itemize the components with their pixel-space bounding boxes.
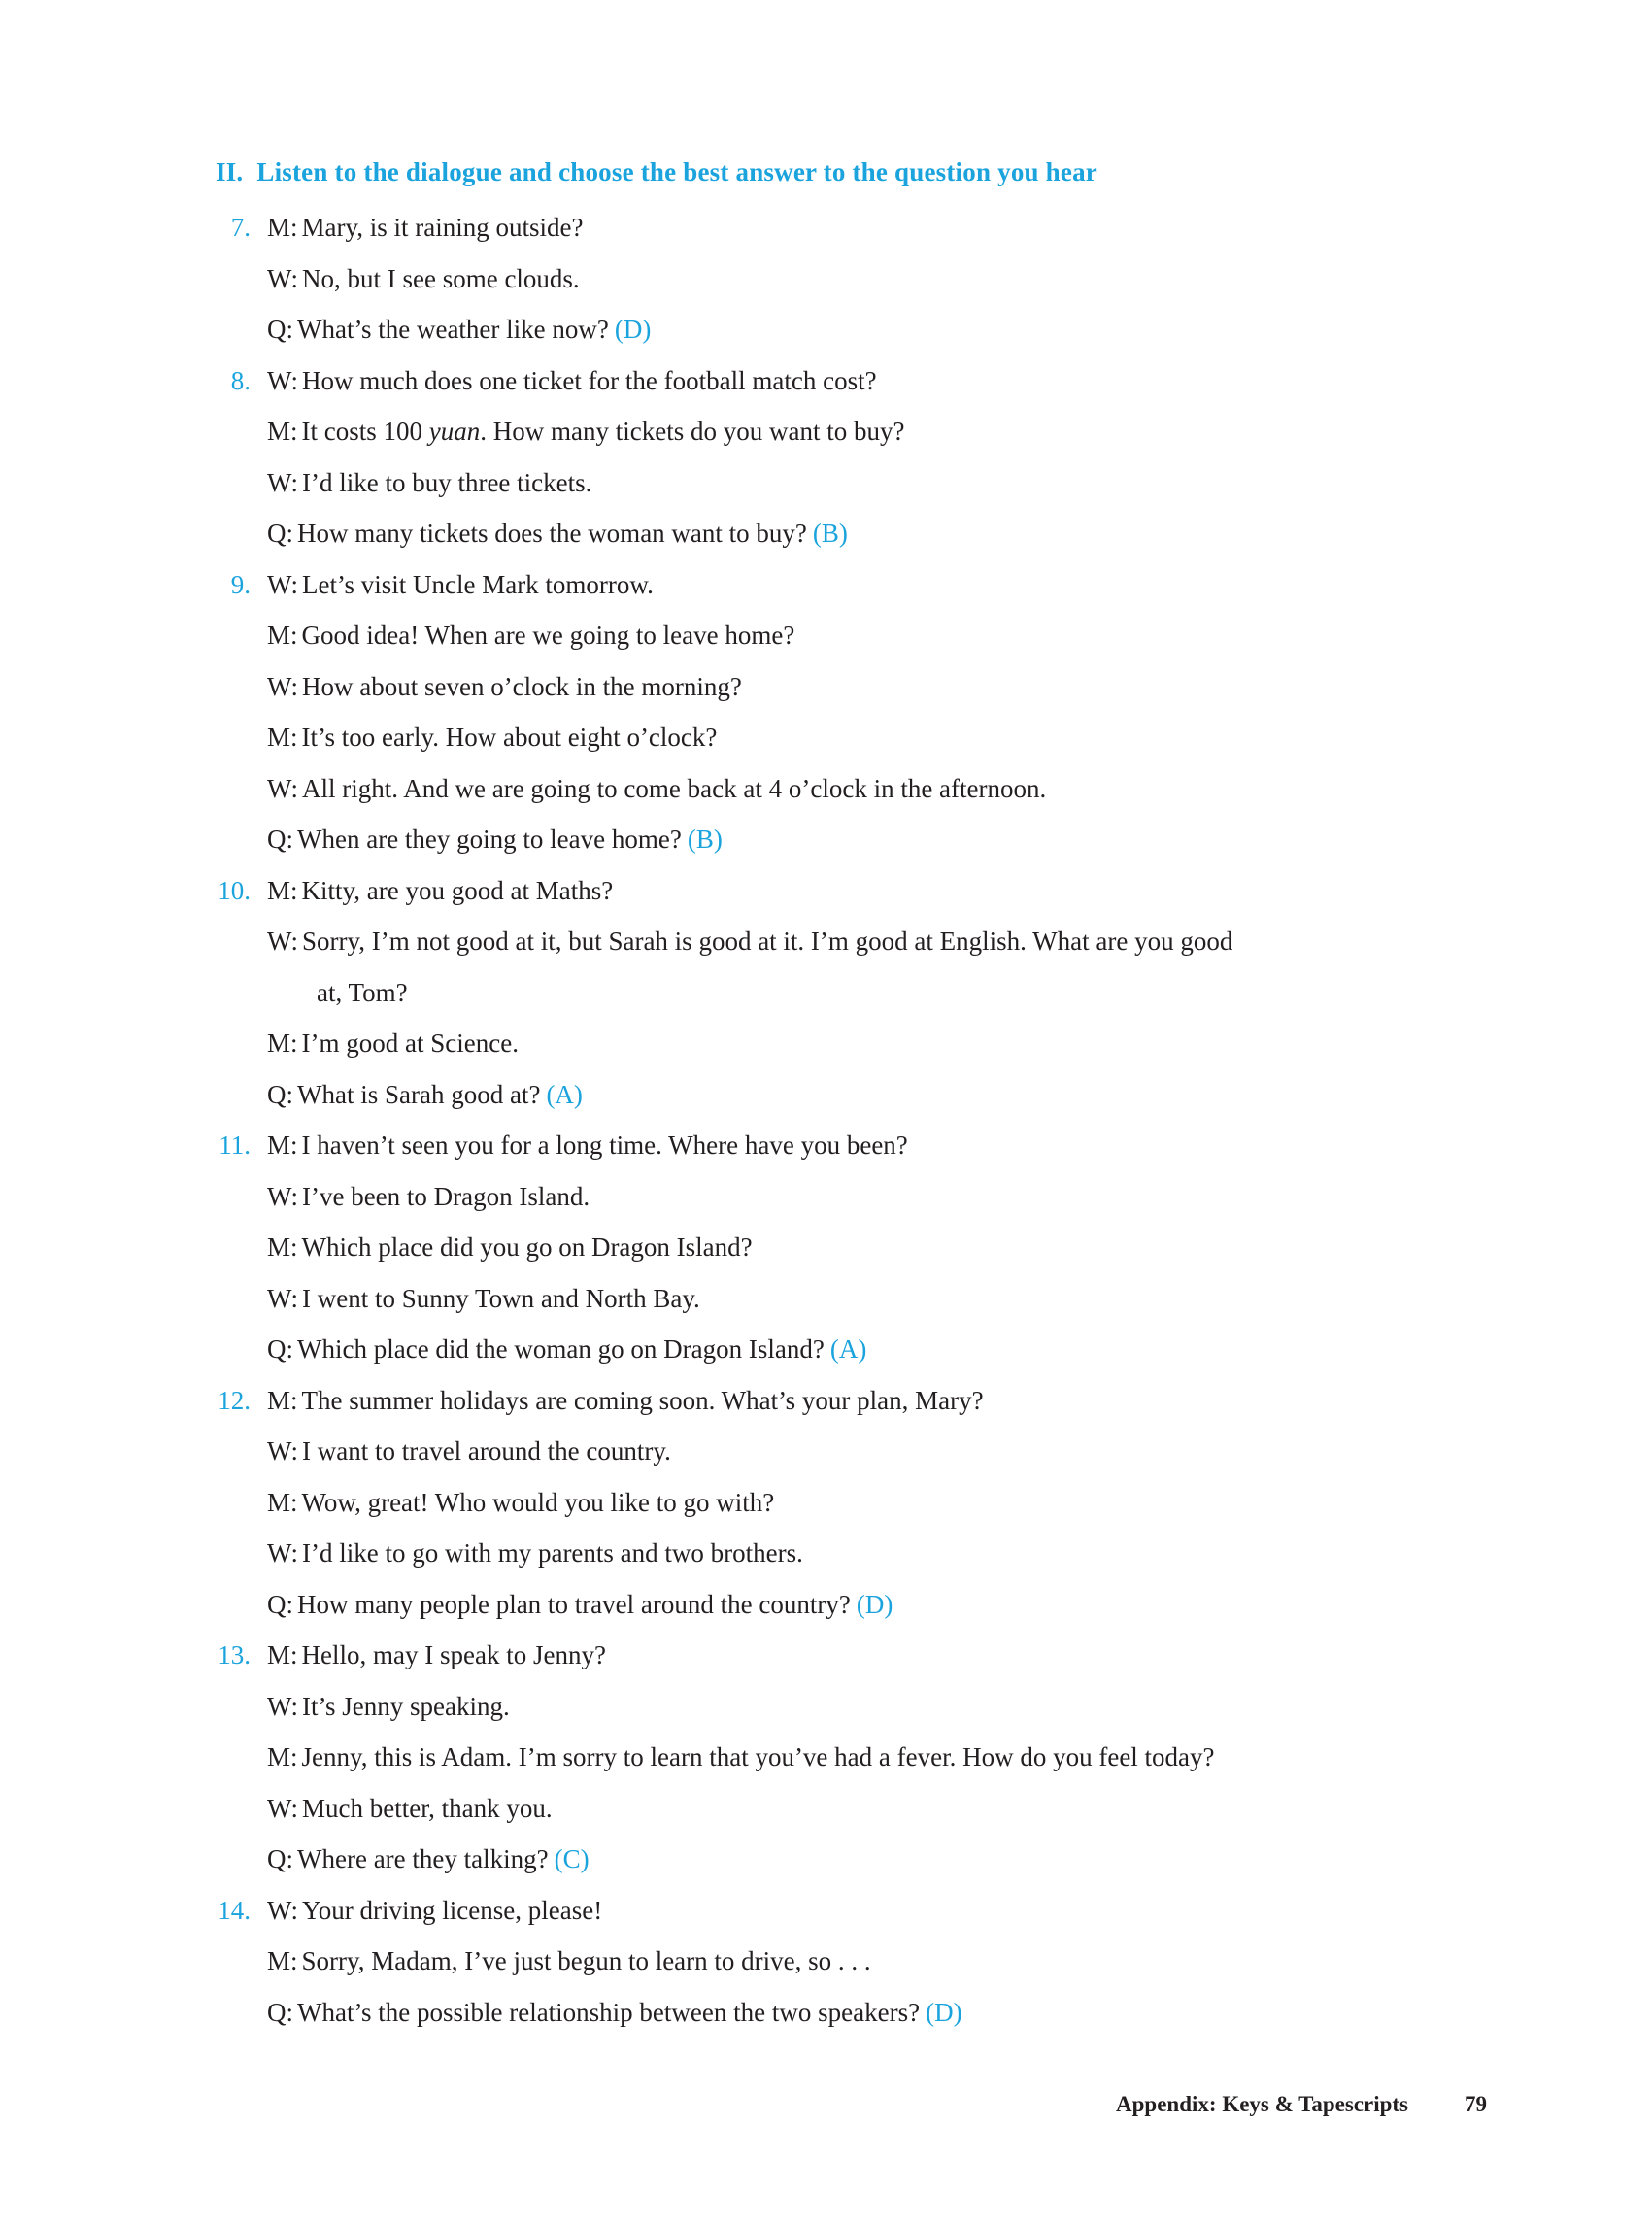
section-numeral: II. <box>216 157 244 186</box>
utterance: What is Sarah good at? <box>297 1079 541 1109</box>
speaker-label: W: <box>267 1895 298 1925</box>
utterance: Mary, is it raining outside? <box>301 213 584 242</box>
speaker-label: M: <box>267 723 298 752</box>
line-text <box>267 1732 1215 1783</box>
footer-title: Appendix: Keys & Tapescripts <box>1116 2092 1408 2116</box>
line-text <box>267 1885 602 1937</box>
question-number: 8. <box>230 365 251 395</box>
speaker-label: W: <box>267 1283 298 1313</box>
dialogue-line <box>0 967 1652 1019</box>
dialogue-line <box>0 1936 1652 1987</box>
speaker-label: W: <box>267 1436 298 1466</box>
dialogue-line <box>0 304 1652 355</box>
currency-word: yuan <box>428 417 481 446</box>
line-text <box>267 610 794 661</box>
utterance: Where are they talking? <box>297 1844 549 1873</box>
utterance: It costs 100 yuan. How many tickets do you want to buy? <box>301 417 905 446</box>
speaker-label: M: <box>267 875 298 905</box>
dialogue-line <box>0 763 1652 815</box>
utterance: Kitty, are you good at Maths? <box>301 875 614 905</box>
section-heading <box>216 157 1097 187</box>
speaker-label: W: <box>267 263 298 293</box>
dialogue-line <box>0 1834 1652 1885</box>
line-text <box>267 202 583 253</box>
utterance: I’d like to go with my parents and two brothers. <box>301 1538 803 1568</box>
dialogue-line <box>0 916 1652 967</box>
utterance: I’m good at Science. <box>301 1028 519 1058</box>
line-text <box>267 1018 519 1069</box>
speaker-label: W: <box>267 365 298 395</box>
speaker-label: M: <box>267 1487 298 1517</box>
answer-key: (D) <box>614 315 652 344</box>
utterance: The summer holidays are coming soon. What’s your plan, Mary? <box>301 1385 984 1415</box>
line-text <box>267 253 580 305</box>
line-text <box>267 763 1046 815</box>
speaker-label: M: <box>267 1946 298 1975</box>
dialogue-line <box>0 1579 1652 1631</box>
speaker-label: W: <box>267 773 298 803</box>
speaker-label: W: <box>267 1793 298 1823</box>
line-text <box>267 1528 803 1579</box>
line-text <box>267 1069 583 1121</box>
dialogue-line <box>0 1018 1652 1069</box>
utterance: How many people plan to travel around the country? <box>297 1589 851 1619</box>
line-text <box>267 1987 962 2039</box>
line-text <box>317 967 408 1019</box>
dialogue-line <box>0 1783 1652 1835</box>
utterance: I want to travel around the country. <box>301 1436 671 1466</box>
utterance: It’s Jenny speaking. <box>301 1691 510 1721</box>
question-number: 7. <box>230 213 251 242</box>
section-title: Listen to the dialogue and choose the best answer to the question you hear <box>256 157 1097 186</box>
dialogue-line <box>0 253 1652 305</box>
line-text <box>267 1273 700 1325</box>
dialogue-line <box>0 355 1652 407</box>
utterance: Hello, may I speak to Jenny? <box>301 1640 606 1669</box>
utterance: Sorry, I’m not good at it, but Sarah is good at it. I’m good at English. What are you good <box>301 927 1233 956</box>
speaker-label: W: <box>267 1691 298 1721</box>
dialogue-line <box>0 661 1652 713</box>
line-text <box>267 865 613 917</box>
utterance: What’s the weather like now? <box>297 315 609 344</box>
line-text <box>267 1120 908 1171</box>
speaker-label: M: <box>267 1130 298 1160</box>
utterance: When are they going to leave home? <box>297 825 682 854</box>
speaker-label: M: <box>267 621 298 650</box>
utterance: How many tickets does the woman want to buy? <box>297 519 807 548</box>
speaker-label: W: <box>267 1181 298 1211</box>
utterance: What’s the possible relationship between the two speakers? <box>297 1997 921 2027</box>
page-number: 79 <box>1465 2092 1487 2116</box>
line-text <box>267 1477 774 1529</box>
line-text <box>267 304 651 355</box>
speaker-label: Q: <box>267 1334 293 1364</box>
utterance: Jenny, this is Adam. I’m sorry to learn that you’ve had a fever. How do you feel today? <box>301 1742 1215 1771</box>
line-text <box>267 1579 893 1631</box>
speaker-label: M: <box>267 213 298 242</box>
dialogue-line <box>0 508 1652 559</box>
answer-key: (A) <box>546 1079 583 1109</box>
utterance: Sorry, Madam, I’ve just begun to learn to drive, so . . . <box>301 1946 871 1975</box>
answer-key: (D) <box>856 1589 893 1619</box>
line-text <box>267 1681 510 1733</box>
dialogue-line <box>0 1120 1652 1171</box>
line-text <box>267 457 591 509</box>
line-text <box>267 406 904 457</box>
speaker-label: M: <box>267 1028 298 1058</box>
dialogue-line <box>0 406 1652 457</box>
dialogue-list <box>0 202 1652 2038</box>
dialogue-line <box>0 1477 1652 1529</box>
speaker-label: M: <box>267 417 298 446</box>
speaker-label: Q: <box>267 315 293 344</box>
speaker-label: M: <box>267 1385 298 1415</box>
line-text <box>267 1936 871 1987</box>
line-text <box>267 1375 984 1427</box>
speaker-label: W: <box>267 1538 298 1568</box>
question-number: 9. <box>230 569 251 599</box>
answer-key: (A) <box>829 1334 867 1364</box>
speaker-label: W: <box>267 927 298 956</box>
answer-key: (B) <box>687 825 723 854</box>
dialogue-line <box>0 1171 1652 1223</box>
dialogue-line <box>0 1375 1652 1427</box>
utterance: I haven’t seen you for a long time. Where have you been? <box>301 1130 908 1160</box>
dialogue-line <box>0 610 1652 661</box>
answer-key: (C) <box>554 1844 590 1873</box>
dialogue-line <box>0 1528 1652 1579</box>
dialogue-line <box>0 712 1652 763</box>
utterance: Which place did the woman go on Dragon Island? <box>297 1334 825 1364</box>
question-number: 11. <box>219 1130 251 1160</box>
line-text <box>267 355 877 407</box>
speaker-label: M: <box>267 1742 298 1771</box>
dialogue-line <box>0 814 1652 865</box>
speaker-label: Q: <box>267 1079 293 1109</box>
dialogue-line <box>0 1273 1652 1325</box>
utterance: How much does one ticket for the football match cost? <box>301 365 877 395</box>
dialogue-line <box>0 1222 1652 1273</box>
speaker-label: Q: <box>267 1589 293 1619</box>
dialogue-line <box>0 1630 1652 1681</box>
line-text <box>267 1171 590 1223</box>
dialogue-line <box>0 1732 1652 1783</box>
utterance: Which place did you go on Dragon Island? <box>301 1232 753 1262</box>
line-text <box>267 712 717 763</box>
speaker-label: M: <box>267 1232 298 1262</box>
utterance: Wow, great! Who would you like to go with? <box>301 1487 775 1517</box>
question-number: 12. <box>218 1385 251 1415</box>
utterance: I’ve been to Dragon Island. <box>301 1181 590 1211</box>
line-text <box>267 559 654 611</box>
utterance: I went to Sunny Town and North Bay. <box>301 1283 700 1313</box>
question-number: 13. <box>218 1640 251 1669</box>
line-text <box>267 1222 753 1273</box>
utterance: Much better, thank you. <box>301 1793 553 1823</box>
utterance: How about seven o’clock in the morning? <box>301 671 742 701</box>
line-text <box>267 1783 553 1835</box>
answer-key: (B) <box>812 519 848 548</box>
dialogue-line <box>0 559 1652 611</box>
dialogue-line <box>0 1987 1652 2039</box>
utterance: Let’s visit Uncle Mark tomorrow. <box>301 569 654 599</box>
line-text <box>267 1630 606 1681</box>
utterance: Your driving license, please! <box>301 1895 603 1925</box>
dialogue-line <box>0 1681 1652 1733</box>
question-number: 10. <box>218 875 251 905</box>
speaker-label: Q: <box>267 519 293 548</box>
dialogue-line <box>0 1069 1652 1121</box>
speaker-label: W: <box>267 467 298 497</box>
speaker-label: W: <box>267 569 298 599</box>
answer-key: (D) <box>926 1997 962 2027</box>
speaker-label: Q: <box>267 1997 293 2027</box>
dialogue-line <box>0 865 1652 917</box>
line-text <box>267 508 848 559</box>
line-text <box>267 661 742 713</box>
dialogue-line <box>0 1885 1652 1937</box>
speaker-label: Q: <box>267 825 293 854</box>
line-text <box>267 916 1232 967</box>
utterance: at, Tom? <box>317 977 408 1007</box>
utterance: It’s too early. How about eight o’clock? <box>301 723 718 752</box>
line-text <box>267 1834 590 1885</box>
speaker-label: Q: <box>267 1844 293 1873</box>
line-text <box>267 1324 866 1375</box>
question-number: 14. <box>218 1895 251 1925</box>
utterance: No, but I see some clouds. <box>301 263 580 293</box>
dialogue-line <box>0 1426 1652 1477</box>
dialogue-line <box>0 457 1652 509</box>
utterance: Good idea! When are we going to leave home? <box>301 621 795 650</box>
dialogue-line <box>0 202 1652 253</box>
utterance: I’d like to buy three tickets. <box>301 467 592 497</box>
line-text <box>267 1426 671 1477</box>
line-text <box>267 814 723 865</box>
utterance: All right. And we are going to come back at 4 o’clock in the afternoon. <box>301 773 1047 803</box>
speaker-label: M: <box>267 1640 298 1669</box>
dialogue-line <box>0 1324 1652 1375</box>
speaker-label: W: <box>267 671 298 701</box>
